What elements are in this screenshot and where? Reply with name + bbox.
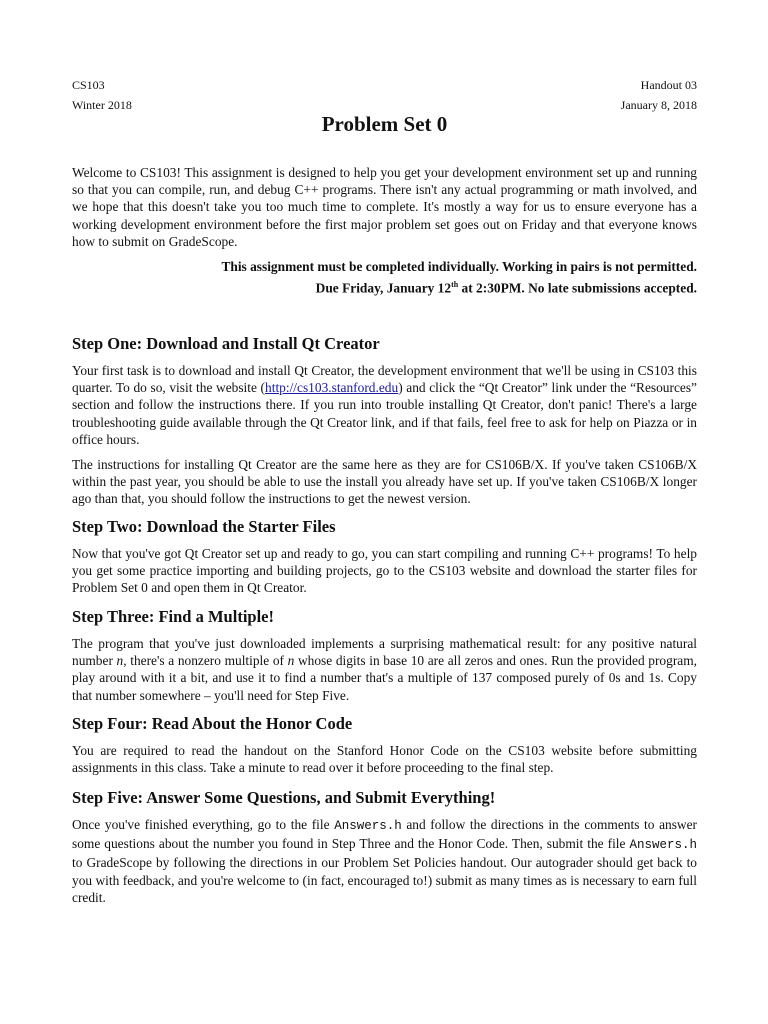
due-prefix: Due Friday, January 12 [315, 279, 452, 295]
step-one-heading: Step One: Download and Install Qt Creator [72, 334, 380, 353]
answers-file-2: Answers.h [629, 838, 697, 853]
step-three-text-c: whose digits in base 10 are all zeros and ones. Run the provided program, play around with it a bit, and use it to find a number that's a multiple of 137 composed purely of 0s and 1s. Copy that number somewhere – you'll need for Step Five. [72, 653, 697, 703]
step-one-text-a: Your first task is to download and install Qt Creator, the development environment that we'll be using in CS103 this quarter. To do so, visit the website ( [72, 363, 697, 396]
notice-individual: This assignment must be completed individually. Working in pairs is not permitted. [221, 259, 697, 274]
step-two-paragraph: Now that you've got Qt Creator set up and ready to go, you can start compiling and running C++ programs! To help you get some practice importing and building projects, go to the CS103 website and download the starter files for Problem Set 0 and open them in Qt Creator. [72, 546, 697, 596]
date-label: January 8, 2018 [620, 98, 697, 112]
step-five-heading: Step Five: Answer Some Questions, and Submit Everything! [72, 788, 496, 807]
step-one-text-b: ) and click the “Qt Creator” link under the “Resources” section and follow the instructions there. If you run into trouble installing Qt Creator, don't panic! There's a large troubleshooting guide available through the Qt Creator link, and if that fails, feel free to ask for help on Piazza or in office hours. [72, 380, 697, 447]
intro-paragraph: Welcome to CS103! This assignment is designed to help you get your development environment set up and running so that you can compile, run, and debug C++ programs. There isn't any actual programming or math involved, and we hope that this doesn't take you too much time to complete. It's mostly a way for us to ensure everyone has a working development environment before the first major problem set goes out on Friday and that everyone knows how to submit on GradeScope. [72, 165, 697, 249]
step-five-text-c: to GradeScope by following the directions in our Problem Set Policies handout. Our autograder should get back to you with feedback, and you're welcome to (in fact, encouraged to!) submit as many times as is necessary to earn full credit. [72, 855, 697, 905]
notice-due-date [72, 276, 697, 297]
handout-label: Handout 03 [640, 78, 697, 92]
policy-notice [72, 258, 697, 296]
page-title: Problem Set 0 [321, 112, 448, 136]
answers-file-1: Answers.h [334, 819, 402, 833]
course-website-link[interactable]: http://cs103.stanford.edu [265, 380, 399, 396]
step-five-text-a: Once you've finished everything, go to the file [72, 817, 335, 832]
step-three-heading: Step Three: Find a Multiple! [72, 607, 274, 626]
term-label: Winter 2018 [72, 98, 132, 112]
due-suffix: at 2:30PM. No late submissions accepted. [458, 279, 697, 295]
step-one-paragraph-1 [72, 362, 697, 448]
step-three-text-a: The program that you've just downloaded implements a surprising mathematical result: for any positive natural number [72, 636, 697, 669]
step-five-paragraph [72, 816, 697, 906]
var-n-1: n [116, 653, 124, 669]
step-three-text-b: , there's a nonzero multiple of [123, 653, 288, 669]
step-five-text-b: and follow the directions in the comments to answer some questions about the number you found in Step Three and the Honor Code. Then, submit the file [72, 817, 697, 852]
step-four-paragraph: You are required to read the handout on the Stanford Honor Code on the CS103 website before submitting assignments in this class. Take a minute to read over it before proceeding to the final step. [72, 743, 697, 776]
step-four-heading: Step Four: Read About the Honor Code [72, 714, 353, 733]
step-one-paragraph-2: The instructions for installing Qt Creator are the same here as they are for CS106B/X. If you've taken CS106B/X within the past year, you should be able to use the install you already have set up. If you've taken CS106B/X longer ago than that, you should follow the instructions to get the newest version. [72, 457, 697, 507]
var-n-2: n [287, 653, 295, 669]
step-three-paragraph [72, 635, 697, 704]
due-superscript: th [451, 279, 459, 289]
step-two-heading: Step Two: Download the Starter Files [72, 517, 336, 536]
course-label: CS103 [72, 78, 105, 92]
